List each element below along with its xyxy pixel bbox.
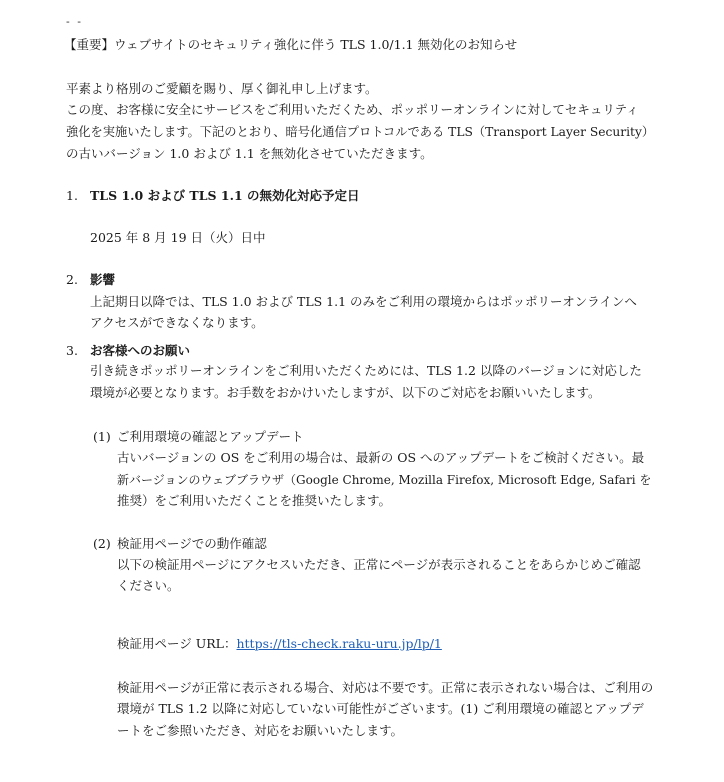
- subsection-2-note-2: 環境が TLS 1.2 以降に対応していない可能性がございます。(1) ご利用環境の確認とアップデ: [117, 701, 644, 716]
- section-1-heading: TLS 1.0 および TLS 1.1 の無効化対応予定日: [90, 188, 360, 203]
- section-1-date: 2025 年 8 月 19 日（火）日中: [90, 230, 266, 245]
- subsection-1-number: (1): [93, 429, 111, 444]
- notice-title: 【重要】ウェブサイトのセキュリティ強化に伴う TLS 1.0/1.1 無効化のお知らせ: [64, 37, 518, 52]
- verification-url-link[interactable]: https://tls-check.raku-uru.jp/lp/1: [236, 636, 442, 651]
- intro-line-4: の古いバージョン 1.0 および 1.1 を無効化させていただきます。: [66, 146, 433, 161]
- subsection-2-note-1: 検証用ページが正常に表示される場合、対応は不要です。正常に表示されない場合は、ご利用の: [117, 680, 654, 695]
- subsection-1-line-1: 古いバージョンの OS をご利用の場合は、最新の OS へのアップデートをご検討ください。最: [117, 450, 645, 465]
- verification-url-label: 検証用ページ URL：: [117, 636, 237, 651]
- section-2-line-1: 上記期日以降では、TLS 1.0 および TLS 1.1 のみをご利用の環境からはポッポリーオンラインへ: [90, 294, 637, 309]
- section-2-number: 2.: [66, 272, 78, 287]
- subsection-2-note-3: ートをご参照いただき、対応をお願いいたします。: [117, 723, 404, 738]
- section-3-heading: お客様へのお願い: [90, 343, 191, 358]
- section-1-number: 1.: [66, 188, 78, 203]
- subsection-2-number: (2): [93, 536, 111, 551]
- subsection-1-heading: ご利用環境の確認とアップデート: [117, 429, 304, 444]
- separator-dashes: - -: [66, 15, 83, 28]
- subsection-2-line-1: 以下の検証用ページにアクセスいただき、正常にページが表示されることをあらかじめご確認: [117, 557, 641, 572]
- section-3-line-2: 環境が必要となります。お手数をおかけいたしますが、以下のご対応をお願いいたします。: [90, 385, 601, 400]
- section-3-number: 3.: [66, 343, 78, 358]
- intro-line-1: 平素より格別のご愛顧を賜り、厚く御礼申し上げます。: [66, 81, 378, 96]
- subsection-1-line-3: 推奨）をご利用いただくことを推奨いたします。: [117, 493, 392, 508]
- section-2-line-2: アクセスができなくなります。: [90, 315, 264, 330]
- section-3-line-1: 引き続きポッポリーオンラインをご利用いただくためには、TLS 1.2 以降のバージョンに対応した: [90, 363, 642, 378]
- subsection-2-heading: 検証用ページでの動作確認: [117, 536, 267, 551]
- subsection-2-line-2: ください。: [117, 578, 180, 593]
- intro-line-2: この度、お客様に安全にサービスをご利用いただくため、ポッポリーオンラインに対してセキュリティ: [66, 102, 639, 117]
- verification-url-row: [117, 638, 442, 651]
- section-2-heading: 影響: [90, 272, 116, 287]
- intro-line-3: 強化を実施いたします。下記のとおり、暗号化通信プロトコルである TLS（Transport Layer Security）: [66, 125, 655, 139]
- subsection-1-line-2: 新バージョンのウェブブラウザ（Google Chrome, Mozilla Firefox, Microsoft Edge, Safari を: [117, 473, 652, 487]
